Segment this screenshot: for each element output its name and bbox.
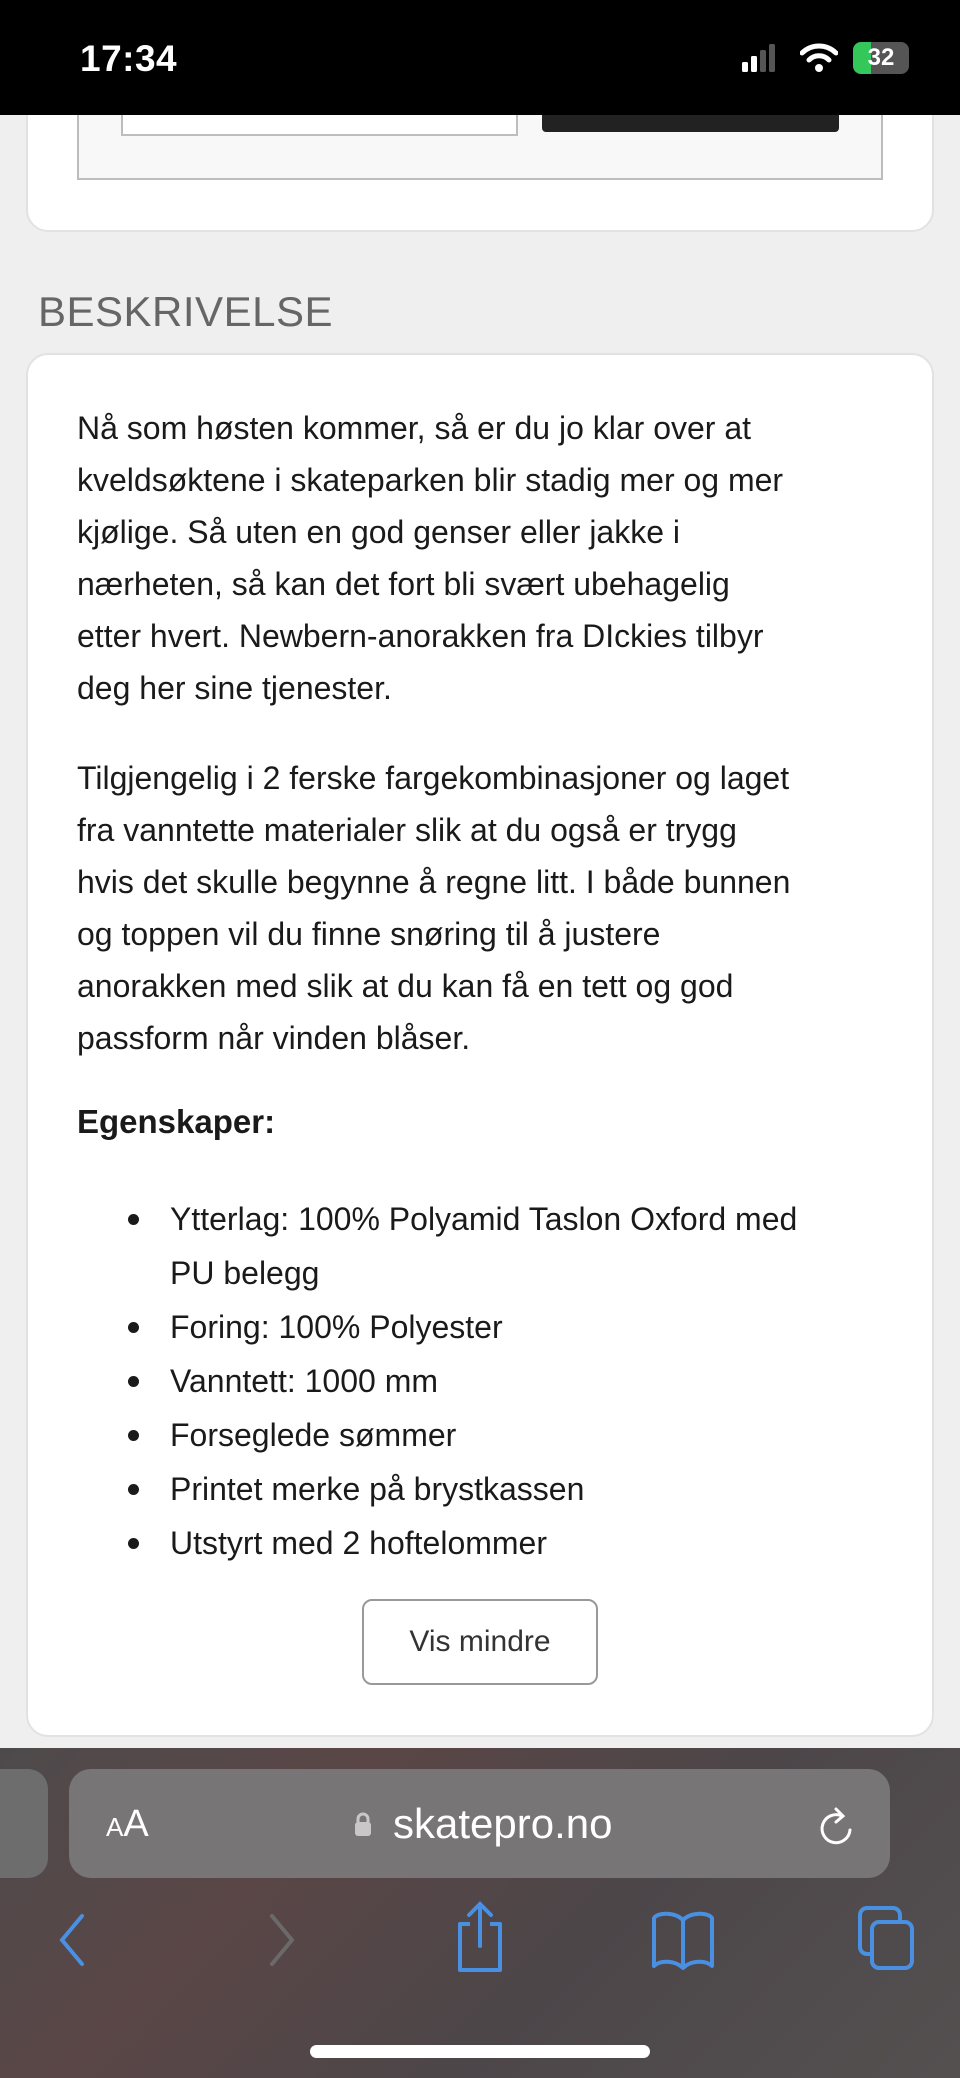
- text-line: hvis det skulle begynne å regne litt. I både bunnen: [77, 864, 791, 900]
- text-line: kveldsøktene i skateparken blir stadig mer og mer: [77, 462, 784, 498]
- list-item: Utstyrt med 2 hoftelommer: [0, 1516, 960, 1570]
- url-text[interactable]: skatepro.no: [393, 1800, 613, 1847]
- text-line: kjølige. Så uten en god genser eller jakke i: [77, 514, 681, 550]
- battery-icon: [853, 42, 909, 74]
- text-size-small: A: [106, 1812, 124, 1842]
- forward-icon[interactable]: [262, 1908, 302, 1968]
- text-size-button[interactable]: [106, 1803, 149, 1846]
- text-line: etter hvert. Newbern-anorakken fra DIckies tilbyr: [77, 618, 764, 654]
- share-icon[interactable]: [452, 1900, 508, 1974]
- section-heading: BESKRIVELSE: [38, 288, 333, 335]
- properties-heading: Egenskaper:: [77, 1103, 276, 1140]
- list-item-text: PU belegg: [170, 1255, 320, 1291]
- text-line: deg her sine tjenester.: [77, 670, 392, 706]
- text-line: nærheten, så kan det fort bli svært ubehagelig: [77, 566, 730, 602]
- list-item-text: Ytterlag: 100% Polyamid Taslon Oxford med: [170, 1201, 798, 1237]
- signal-icon: [742, 44, 780, 72]
- wifi-icon: [800, 42, 838, 72]
- previous-tab-preview[interactable]: [0, 1769, 48, 1878]
- text-line: Tilgjengelig i 2 ferske fargekombinasjoner og laget: [77, 760, 790, 796]
- list-item: Printet merke på brystkassen: [0, 1462, 960, 1516]
- properties-list: [0, 1192, 960, 1570]
- description-paragraph-1: [77, 402, 783, 714]
- list-item: Foring: 100% Polyester: [0, 1300, 960, 1354]
- list-item: [0, 1192, 960, 1300]
- bookmarks-icon[interactable]: [650, 1910, 716, 1972]
- lock-icon: [354, 1812, 372, 1836]
- battery-level: 32: [867, 44, 895, 71]
- text-size-large: A: [123, 1803, 149, 1845]
- status-time: 17:34: [80, 38, 178, 79]
- text-line: Nå som høsten kommer, så er du jo klar over at: [77, 410, 752, 446]
- list-item: Vanntett: 1000 mm: [0, 1354, 960, 1408]
- text-line: passform når vinden blåser.: [77, 1020, 471, 1056]
- tabs-icon[interactable]: [856, 1904, 916, 1972]
- description-paragraph-2: [77, 752, 790, 1064]
- home-indicator: [310, 2045, 650, 2058]
- text-line: fra vanntette materialer slik at du også er trygg: [77, 812, 737, 848]
- show-less-button[interactable]: Vis mindre: [362, 1599, 598, 1685]
- back-icon[interactable]: [52, 1908, 92, 1968]
- text-line: og toppen vil du finne snøring til å justere: [77, 916, 661, 952]
- text-line: anorakken med slik at du kan få en tett og god: [77, 968, 734, 1004]
- reload-icon[interactable]: [816, 1806, 856, 1848]
- list-item: Forseglede sømmer: [0, 1408, 960, 1462]
